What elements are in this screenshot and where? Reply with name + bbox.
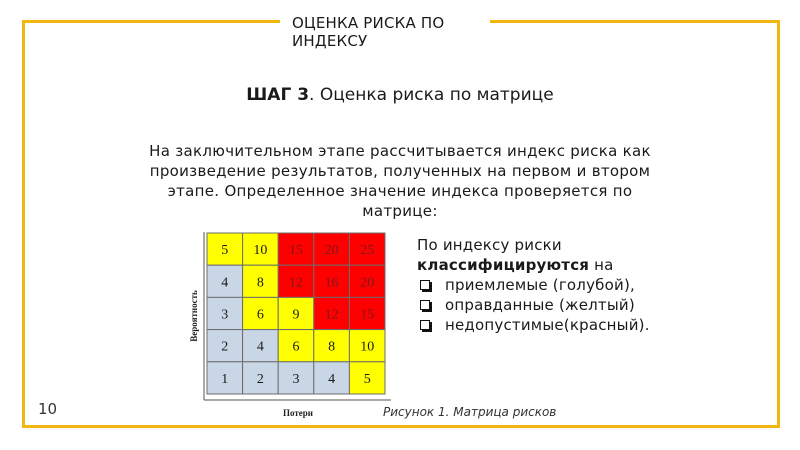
step-heading — [0, 85, 800, 105]
checkbox-bullet-icon — [420, 280, 430, 290]
matrix-cell-value: 4 — [328, 371, 336, 387]
matrix-cell-value: 12 — [324, 307, 339, 323]
matrix-cell-value: 8 — [256, 275, 264, 291]
risk-matrix — [186, 228, 396, 432]
matrix-cell-value: 25 — [360, 243, 375, 259]
list-item — [417, 295, 650, 315]
matrix-cell-value: 8 — [328, 339, 336, 355]
step-text: . Оценка риска по матрице — [309, 85, 554, 105]
matrix-cell-value: 15 — [360, 307, 375, 323]
slide-title: ОЦЕНКА РИСКА ПО ИНДЕКСУ — [292, 14, 445, 50]
list-item-label: недопустимые(красный). — [445, 316, 650, 334]
checkbox-bullet-icon — [420, 320, 430, 330]
figure-caption: Рисунок 1. Матрица рисков — [383, 405, 557, 419]
matrix-cell-value: 3 — [221, 307, 229, 323]
list-item-label: оправданные (желтый) — [445, 296, 635, 314]
matrix-cell-value: 20 — [324, 243, 339, 259]
matrix-cell-value: 4 — [256, 339, 264, 355]
matrix-cell-value: 16 — [324, 275, 339, 291]
step-label: ШАГ 3 — [246, 85, 310, 105]
matrix-cell-value: 1 — [221, 371, 229, 387]
classification-lead: По индексу риски — [417, 236, 562, 254]
x-axis-label: Потери — [283, 408, 313, 418]
list-item — [417, 315, 650, 335]
matrix-cell-value: 9 — [292, 307, 300, 323]
matrix-cell-value: 10 — [253, 243, 268, 259]
classification-tail: на — [589, 256, 614, 274]
intro-paragraph: На заключительном этапе рассчитывается индекс риска как произведение результатов, полученных на первом и втором этапе. Определенное значение индекса проверяется по матрице: — [149, 142, 651, 220]
matrix-cell-value: 4 — [221, 275, 229, 291]
slide-number: 10 — [38, 400, 58, 418]
matrix-cell-value: 2 — [256, 371, 264, 387]
list-item-label: приемлемые (голубой), — [445, 276, 635, 294]
matrix-cell-value: 20 — [360, 275, 375, 291]
matrix-cell-value: 6 — [256, 307, 264, 323]
matrix-cell-value: 2 — [221, 339, 229, 355]
classification-intro — [417, 235, 650, 255]
matrix-cell-value: 3 — [292, 371, 300, 387]
risk-matrix-svg — [186, 228, 396, 428]
matrix-cells — [207, 233, 385, 394]
matrix-cell-value: 10 — [360, 339, 375, 355]
classification-block — [417, 235, 650, 335]
list-item — [417, 275, 650, 295]
matrix-cell-value: 15 — [289, 243, 303, 259]
classification-keyword: классифицируются — [417, 256, 590, 274]
matrix-cell-value: 6 — [292, 339, 300, 355]
matrix-cell-value: 5 — [221, 243, 229, 259]
classification-intro-2 — [417, 255, 650, 275]
matrix-cell-value: 12 — [289, 275, 303, 291]
classification-list — [417, 275, 650, 335]
slide-frame — [22, 20, 780, 428]
matrix-cell-value: 5 — [363, 371, 371, 387]
checkbox-bullet-icon — [420, 300, 430, 310]
y-axis-label: Вероятность — [189, 290, 199, 342]
